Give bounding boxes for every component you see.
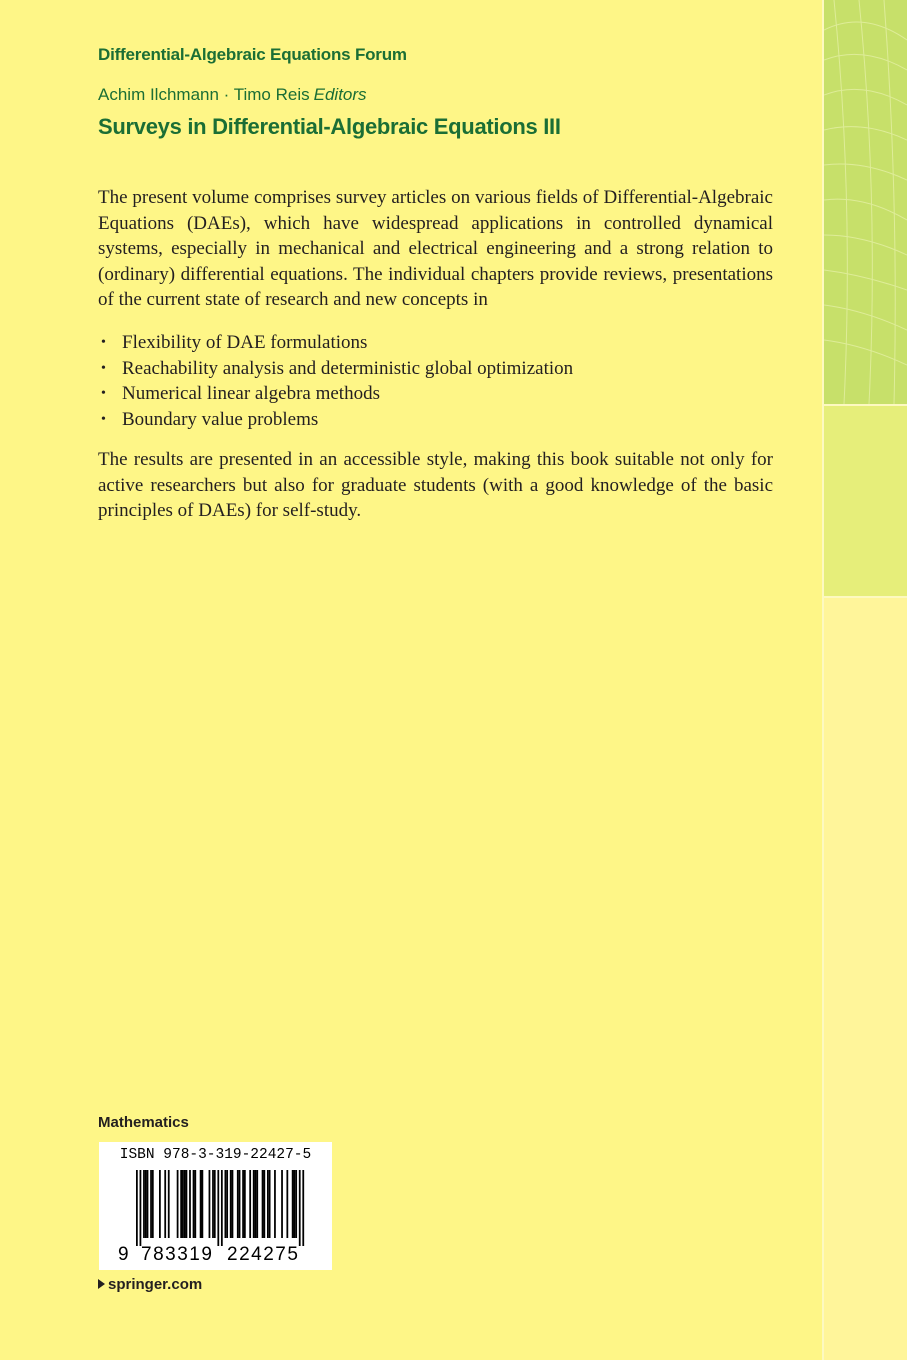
book-title: Surveys in Differential-Algebraic Equations III — [98, 114, 561, 139]
editors-role: Editors — [313, 85, 367, 104]
barcode-bar — [214, 1170, 216, 1238]
barcode-bar — [152, 1170, 154, 1238]
barcode-first-digit: 9 — [118, 1244, 129, 1265]
decorative-strip-middle — [824, 406, 907, 596]
barcode-digit-group-left: 783319 — [141, 1244, 214, 1265]
barcode-bar — [269, 1170, 271, 1238]
barcode-bar — [225, 1170, 227, 1238]
barcode-bar — [232, 1170, 234, 1238]
decorative-curves — [824, 0, 907, 404]
barcode-bar — [292, 1170, 294, 1238]
barcode-bar — [262, 1170, 264, 1238]
list-item: • Flexibility of DAE formulations — [98, 330, 573, 356]
barcode-bar — [274, 1170, 276, 1238]
barcode-bar — [230, 1170, 232, 1238]
series-title: Differential-Algebraic Equations Forum — [98, 45, 407, 64]
website-text: springer.com — [108, 1276, 203, 1293]
barcode — [99, 1142, 332, 1270]
editor-names: Achim Ilchmann · Timo Reis — [98, 85, 310, 104]
arrow-right-icon — [98, 1279, 105, 1289]
barcode-bar — [286, 1170, 288, 1238]
barcode-bar — [295, 1170, 297, 1238]
list-item: • Numerical linear algebra methods — [98, 381, 573, 407]
barcode-bar — [221, 1170, 223, 1246]
barcode-bars — [99, 1170, 332, 1246]
barcode-bar — [242, 1170, 244, 1238]
barcode-bar — [256, 1170, 258, 1238]
barcode-bar — [237, 1170, 239, 1238]
barcode-bar — [186, 1170, 188, 1238]
barcode-bar — [184, 1170, 186, 1238]
barcode-bar — [239, 1170, 241, 1238]
barcode-bar — [267, 1170, 269, 1238]
isbn-label: ISBN 978-3-319-22427-5 — [119, 1147, 312, 1163]
barcode-bar — [164, 1170, 166, 1238]
barcode-bar — [189, 1170, 191, 1238]
barcode-bar — [249, 1170, 251, 1238]
barcode-bar — [147, 1170, 149, 1238]
barcode-bar — [159, 1170, 161, 1238]
barcode-bar — [145, 1170, 147, 1238]
barcode-bar — [200, 1170, 202, 1238]
description-paragraph: The present volume comprises survey articles on various fields of Differential-Algebraic Equations (DAEs), which have widespread applications in controlled dynamical systems, especially in mechanical and electrical engineering and a strong relation to (ordinary) differential equations. The individual chapters provide reviews, presentations of the current state of research and new concepts in — [98, 187, 773, 311]
barcode-bar — [180, 1170, 182, 1238]
barcode-bar — [299, 1170, 301, 1246]
list-item: • Boundary value problems — [98, 407, 573, 433]
list-item: • Reachability analysis and deterministic global optimization — [98, 356, 573, 382]
barcode-bar — [294, 1170, 296, 1238]
barcode-bar — [143, 1170, 145, 1238]
publisher-website[interactable] — [98, 1276, 202, 1293]
barcode-bar — [281, 1170, 283, 1238]
barcode-bar — [302, 1170, 304, 1246]
barcode-bar — [193, 1170, 195, 1238]
topics-list — [98, 330, 573, 432]
barcode-bar — [201, 1170, 203, 1238]
barcode-bar — [253, 1170, 255, 1238]
barcode-bar — [217, 1170, 219, 1246]
barcode-digit-group-right: 224275 — [227, 1244, 300, 1265]
barcode-bar — [209, 1170, 211, 1238]
decorative-strip-top — [824, 0, 907, 404]
closing-paragraph: The results are presented in an accessible style, making this book suitable not only for active researchers but also for graduate students (with a good knowledge of the basic principles of DAEs) for self-study. — [98, 449, 773, 522]
barcode-bar — [168, 1170, 170, 1238]
barcode-bar — [212, 1170, 214, 1238]
barcode-bar — [136, 1170, 138, 1246]
barcode-bar — [244, 1170, 246, 1238]
barcode-bar — [177, 1170, 179, 1238]
editors-line — [98, 85, 367, 105]
barcode-bar — [194, 1170, 196, 1238]
barcode-bar — [226, 1170, 228, 1238]
barcode-bar — [140, 1170, 142, 1246]
barcode-bar — [182, 1170, 184, 1238]
barcode-bar — [263, 1170, 265, 1238]
barcode-bar — [150, 1170, 152, 1238]
barcode-bar — [255, 1170, 257, 1238]
decorative-strip-bottom — [824, 598, 907, 1360]
subject-label: Mathematics — [98, 1114, 189, 1131]
